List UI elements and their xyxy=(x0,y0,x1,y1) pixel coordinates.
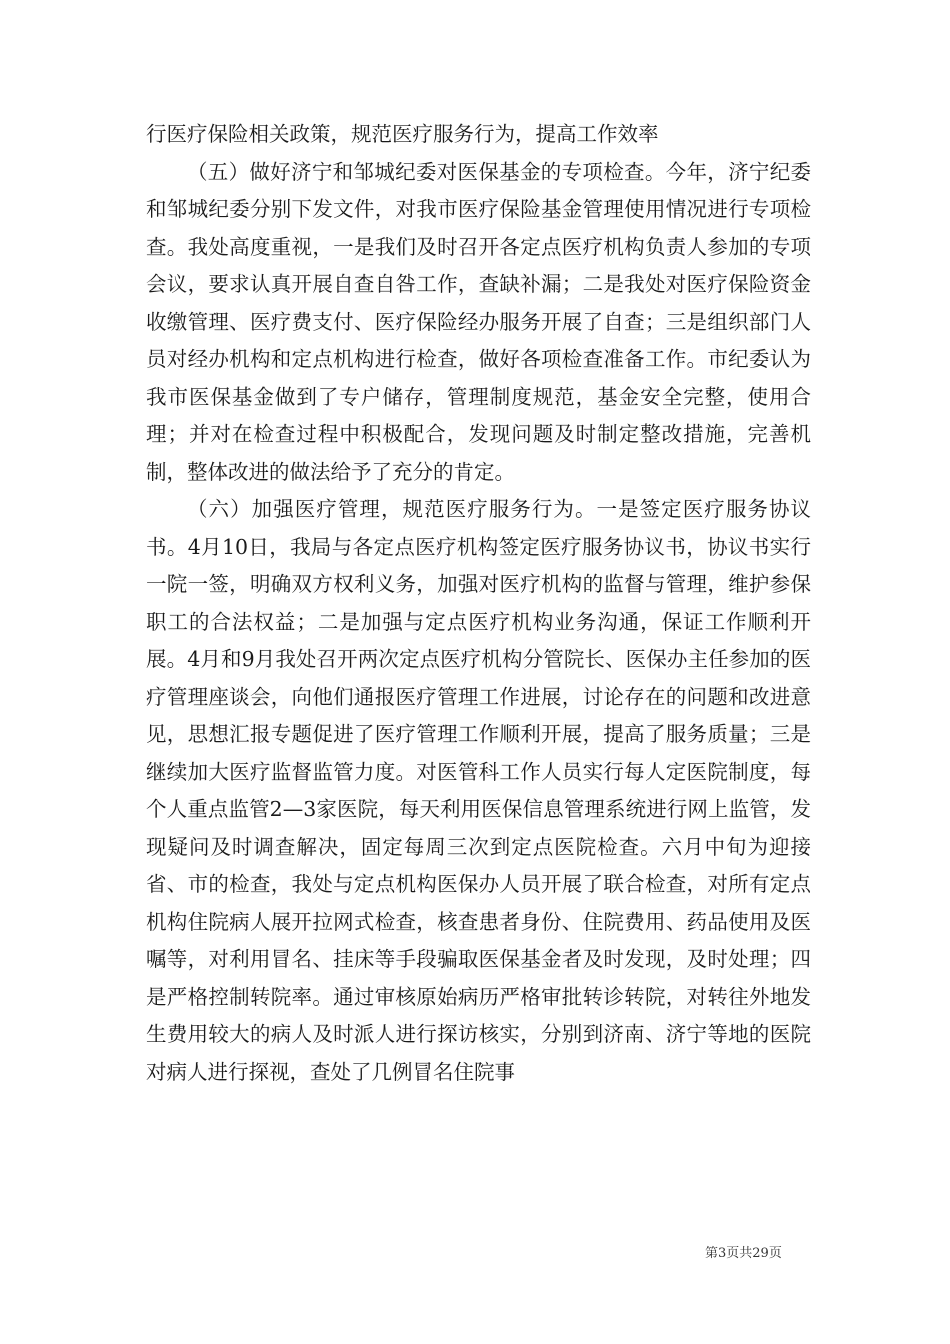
paragraph-section-5: （五）做好济宁和邹城纪委对医保基金的专项检查。今年，济宁纪委和邹城纪委分别下发文件，对我市医疗保险基金管理使用情况进行专项检查。我处高度重视，一是我们及时召开各定点医疗机构负责人参加的专项会议，要求认真开展自查自咎工作，查缺补漏；二是我处对医疗保险资金收缴管理、医疗费支付、医疗保险经办服务开展了自查；三是组织部门人员对经办机构和定点机构进行检查，做好各项检查准备工作。市纪委认为我市医保基金做到了专户储存，管理制度规范，基金安全完整，使用合理；并对在检查过程中积极配合，发现问题及时制定整改措施，完善机制，整体改进的做法给予了充分的肯定。 xyxy=(146,159,811,484)
page-number-footer: 第3页共29页 xyxy=(705,1246,782,1261)
body-text xyxy=(146,116,811,1091)
paragraph-continuation: 行医疗保险相关政策，规范医疗服务行为，提高工作效率 xyxy=(146,122,659,146)
paragraph-section-6: （六）加强医疗管理，规范医疗服务行为。一是签定医疗服务协议书。4月10日，我局与各定点医疗机构签定医疗服务协议书，协议书实行一院一签，明确双方权利义务，加强对医疗机构的监督与管理，维护参保职工的合法权益；二是加强与定点医疗机构业务沟通，保证工作顺利开展。4月和9月我处召开两次定点医疗机构分管院长、医保办主任参加的医疗管理座谈会，向他们通报医疗管理工作进展，讨论存在的问题和改进意见，思想汇报专题促进了医疗管理工作顺利开展，提高了服务质量；三是继续加大医疗监督监管力度。对医管科工作人员实行每人定医院制度，每个人重点监管2—3家医院，每天利用医保信息管理系统进行网上监管，发现疑问及时调查解决，固定每周三次到定点医院检查。六月中旬为迎接省、市的检查，我处与定点机构医保办人员开展了联合检查，对所有定点机构住院病人展开拉网式检查，核查患者身份、住院费用、药品使用及医嘱等，对利用冒名、挂床等手段骗取医保基金者及时发现，及时处理；四是严格控制转院率。通过审核原始病历严格审批转诊转院，对转往外地发生费用较大的病人及时派人进行探访核实，分别到济南、济宁等地的医院对病人进行探视，查处了几例冒名住院事 xyxy=(146,497,811,1084)
